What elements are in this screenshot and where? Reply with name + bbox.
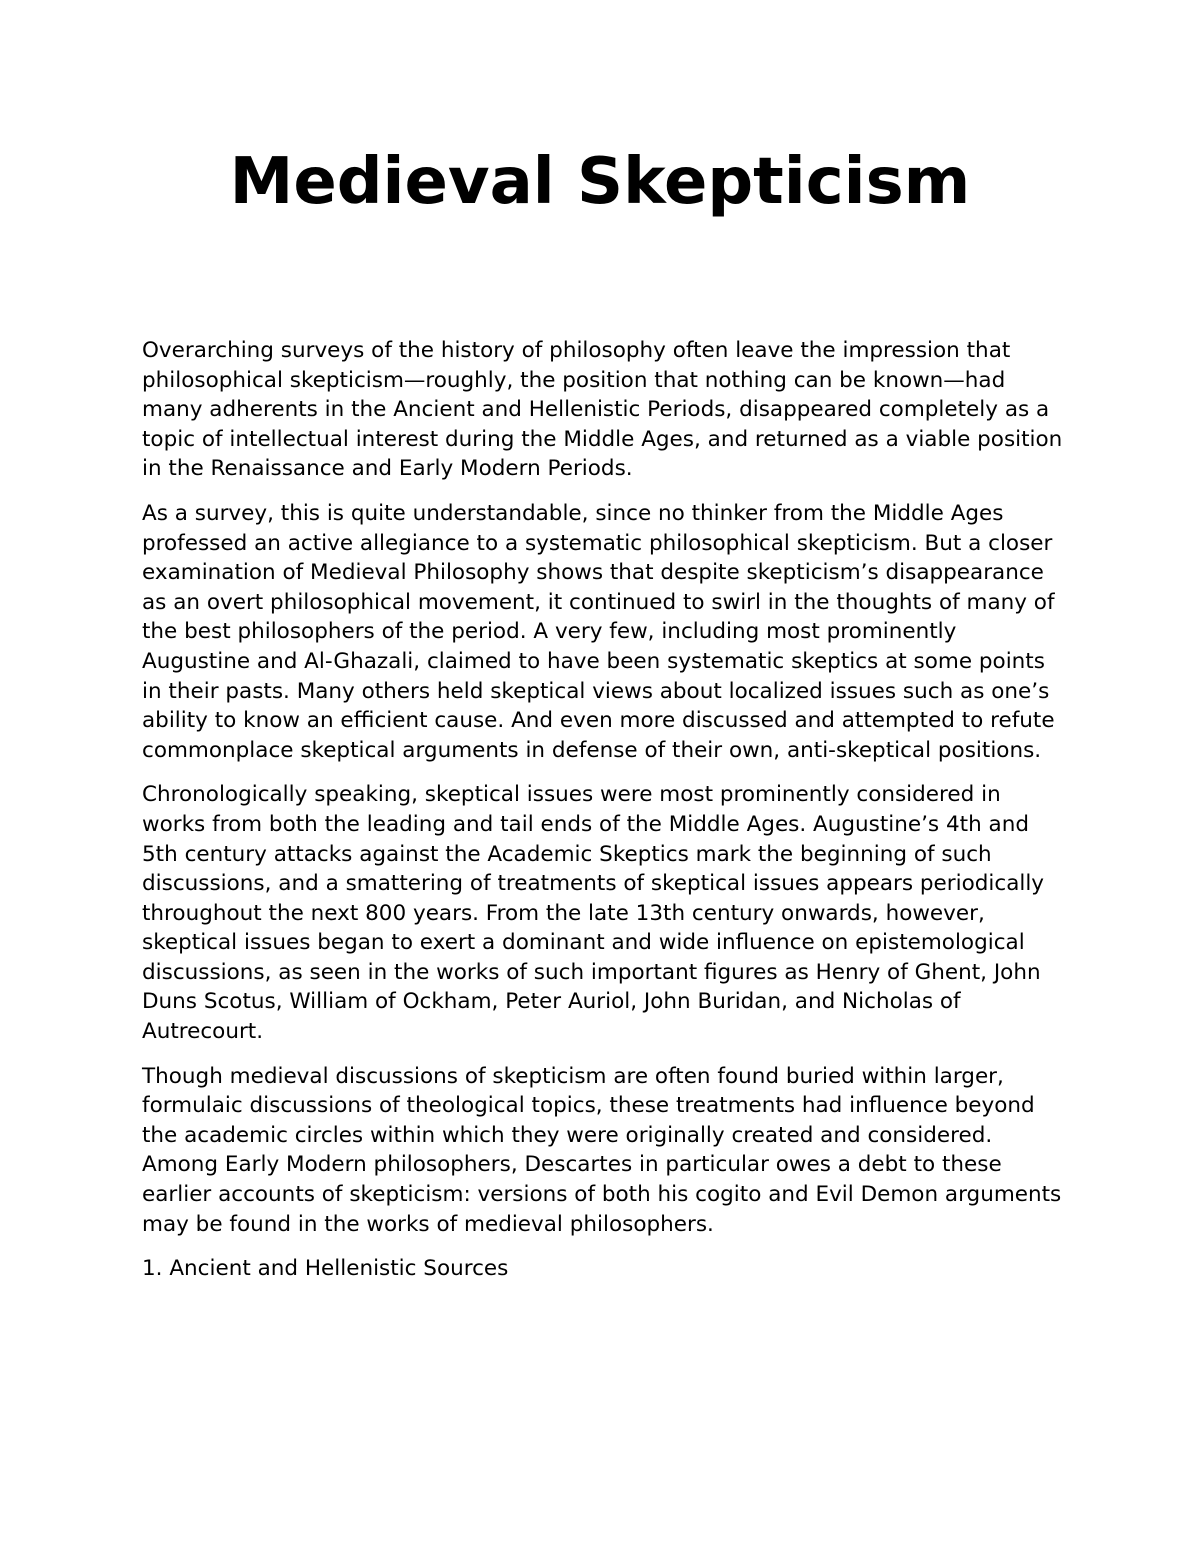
page-title: Medieval Skepticism	[229, 145, 971, 219]
paragraph-chronology: Chronologically speaking, skeptical issues were most prominently considered in works from both the leading and tail ends of the Middle Ages. Augustine’s 4th and 5th century attacks against the Academic Skeptics mark the beginning of such discussions, and a smattering of treatments of skeptical issues appears periodically throughout the next 800 years. From the late 13th century onwards, however, skeptical issues began to exert a dominant and wide influence on epistemological discussions, as seen in the works of such important figures as Henry of Ghent, John Duns Scotus, William of Ockham, Peter Auriol, John Buridan, and Nicholas of Autrecourt.	[142, 782, 1045, 1045]
paragraph-intro: Overarching surveys of the history of philosophy often leave the impression that philosophical skepticism—roughly, the position that nothing can be known—had many adherents in the Ancient and Hellenistic Periods, disappeared completely as a topic of intellectual interest during the Middle Ages, and returned as a viable position in the Renaissance and Early Modern Periods.	[142, 338, 1063, 482]
section-heading: 1. Ancient and Hellenistic Sources	[142, 1256, 509, 1282]
document-body	[142, 336, 1067, 1299]
paragraph-survey: As a survey, this is quite understandable, since no thinker from the Middle Ages professed an active allegiance to a systematic philosophical skepticism. But a closer examination of Medieval Philosophy shows that despite skepticism’s disappearance as an overt philosophical movement, it continued to swirl in the thoughts of many of the best philosophers of the period. A very few, including most prominently Augustine and Al-Ghazali, claimed to have been systematic skeptics at some points in their pasts. Many others held skeptical views about localized issues such as one’s ability to know an efficient cause. And even more discussed and attempted to refute commonplace skeptical arguments in defense of their own, anti-skeptical positions.	[142, 500, 1055, 763]
paragraph-influence: Though medieval discussions of skepticism are often found buried within larger, formulaic discussions of theological topics, these treatments had influence beyond the academic circles within which they were originally created and considered. Among Early Modern philosophers, Descartes in particular owes a debt to these earlier accounts of skepticism: versions of both his cogito and Evil Demon arguments may be found in the works of medieval philosophers.	[142, 1063, 1062, 1237]
